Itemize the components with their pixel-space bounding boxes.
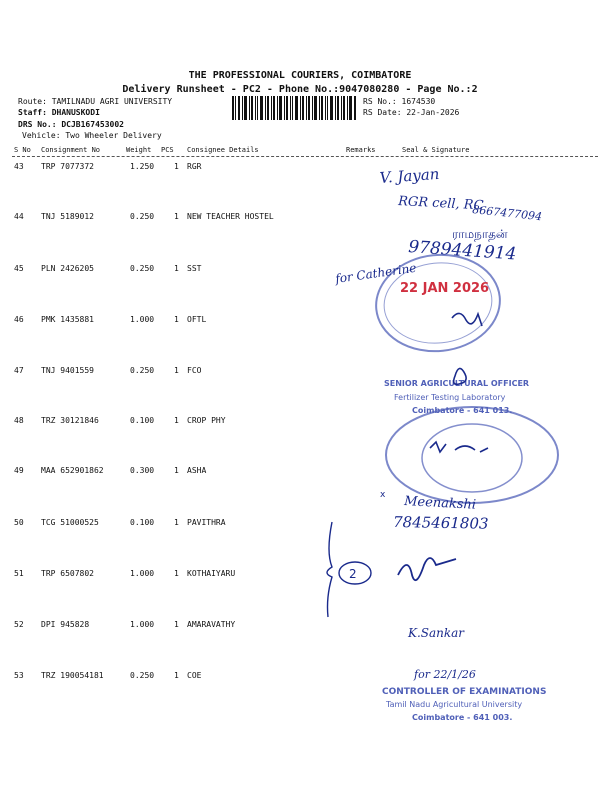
row-weight: 1.000 bbox=[130, 569, 155, 578]
officer-stamp-line: SENIOR AGRICULTURAL OFFICER bbox=[384, 379, 530, 388]
row-sno: 51 bbox=[14, 569, 24, 578]
col-weight: Weight bbox=[126, 146, 152, 154]
handwritten-phone: 9789441914 bbox=[407, 237, 517, 265]
row-pcs: 1 bbox=[174, 162, 179, 171]
row-weight: 0.250 bbox=[130, 366, 155, 375]
controller-stamp-line: CONTROLLER OF EXAMINATIONS bbox=[382, 687, 547, 697]
row-consignment: TRP 7077372 bbox=[41, 162, 94, 171]
row-weight: 1.000 bbox=[130, 620, 155, 629]
row-consignment: TRZ 190054181 bbox=[41, 671, 104, 680]
row-consignee: PAVITHRA bbox=[187, 518, 226, 527]
row-pcs: 1 bbox=[174, 366, 179, 375]
handwritten-phone: 7845461803 bbox=[392, 513, 489, 533]
handwritten-name: K.Sankar bbox=[408, 626, 465, 640]
row-sno: 49 bbox=[14, 466, 24, 475]
row-pcs: 1 bbox=[174, 518, 179, 527]
row-consignee: RGR bbox=[187, 162, 202, 171]
rs-number: RS No.: 1674530 bbox=[363, 97, 436, 106]
row-consignee: SST bbox=[187, 264, 202, 273]
col-seal-signature: Seal & Signature bbox=[402, 146, 470, 154]
handwritten-for: for 22/1/26 bbox=[414, 668, 476, 681]
row-sno: 47 bbox=[14, 366, 24, 375]
row-consignee: OFTL bbox=[187, 315, 207, 324]
col-consignment: Consignment No bbox=[41, 146, 101, 154]
col-sno: S No bbox=[14, 146, 31, 154]
row-weight: 0.250 bbox=[130, 264, 155, 273]
university-stamp-line: Tamil Nadu Agricultural University bbox=[386, 700, 523, 709]
row-consignment: TRZ 30121846 bbox=[41, 416, 99, 425]
vehicle-label: Vehicle: Two Wheeler Delivery bbox=[22, 131, 162, 140]
signature-scribble bbox=[430, 442, 488, 452]
row-weight: 1.250 bbox=[130, 162, 155, 171]
rs-date: RS Date: 22-Jan-2026 bbox=[363, 108, 460, 117]
row-sno: 46 bbox=[14, 315, 24, 324]
circled-number: 2 bbox=[349, 567, 357, 581]
handwritten-name: V. Jayan bbox=[379, 164, 440, 187]
row-consignee: FCO bbox=[187, 366, 202, 375]
row-pcs: 1 bbox=[174, 315, 179, 324]
signature-scribble bbox=[452, 313, 482, 326]
university-address-stamp-line: Coimbatore - 641 003. bbox=[412, 713, 513, 722]
row-sno: 52 bbox=[14, 620, 24, 629]
row-consignment: MAA 652901862 bbox=[41, 466, 104, 475]
row-pcs: 1 bbox=[174, 569, 179, 578]
svg-text:x: x bbox=[380, 490, 386, 500]
row-pcs: 1 bbox=[174, 212, 179, 221]
handwritten-note: RGR cell, RC bbox=[397, 194, 484, 214]
row-weight: 0.300 bbox=[130, 466, 155, 475]
row-consignee: COE bbox=[187, 671, 202, 680]
row-pcs: 1 bbox=[174, 466, 179, 475]
row-sno: 45 bbox=[14, 264, 24, 273]
row-consignee: AMARAVATHY bbox=[187, 620, 236, 629]
row-sno: 44 bbox=[14, 212, 24, 221]
row-pcs: 1 bbox=[174, 671, 179, 680]
row-weight: 1.000 bbox=[130, 315, 155, 324]
company-title: THE PROFESSIONAL COURIERS, COIMBATORE bbox=[188, 70, 412, 81]
row-consignment: TRP 6507802 bbox=[41, 569, 94, 578]
row-consignment: PLN 2426205 bbox=[41, 264, 94, 273]
office-seal-stamp bbox=[386, 407, 558, 503]
row-consignment: TNJ 9401559 bbox=[41, 366, 94, 375]
handwritten-name: Meenakshi bbox=[403, 494, 477, 513]
signature-scribble bbox=[398, 558, 456, 580]
handwritten-for: for Catherine bbox=[334, 260, 418, 286]
col-consignee-details: Consignee Details bbox=[187, 146, 259, 154]
row-consignee: CROP PHY bbox=[187, 416, 226, 425]
row-weight: 0.100 bbox=[130, 416, 155, 425]
row-weight: 0.250 bbox=[130, 212, 155, 221]
staff-label: Staff: DHANUSKODI bbox=[18, 108, 100, 117]
col-pcs: PCS bbox=[161, 146, 174, 154]
row-sno: 53 bbox=[14, 671, 24, 680]
row-weight: 0.100 bbox=[130, 518, 155, 527]
row-sno: 50 bbox=[14, 518, 24, 527]
row-consignee: NEW TEACHER HOSTEL bbox=[187, 212, 274, 221]
lab-stamp-line: Fertilizer Testing Laboratory bbox=[394, 393, 506, 402]
row-sno: 43 bbox=[14, 162, 24, 171]
row-consignee: KOTHAIYARU bbox=[187, 569, 236, 578]
row-consignment: TCG 51000525 bbox=[41, 518, 99, 527]
row-pcs: 1 bbox=[174, 416, 179, 425]
route-label: Route: TAMILNADU AGRI UNIVERSITY bbox=[18, 97, 173, 106]
row-consignment: TNJ 5189012 bbox=[41, 212, 94, 221]
row-weight: 0.250 bbox=[130, 671, 155, 680]
date-stamp: 22 JAN 2026 bbox=[400, 281, 490, 296]
row-sno: 48 bbox=[14, 416, 24, 425]
row-pcs: 1 bbox=[174, 620, 179, 629]
row-consignment: DPI 945828 bbox=[41, 620, 90, 629]
row-pcs: 1 bbox=[174, 264, 179, 273]
drs-number: DRS No.: DCJB167453002 bbox=[18, 120, 124, 129]
row-consignment: PMK 1435881 bbox=[41, 315, 94, 324]
bracket-mark bbox=[327, 522, 332, 617]
handwritten-tamil-name: ராமநாதன் bbox=[452, 227, 508, 241]
lab-address-stamp-line: Coimbatore - 641 013. bbox=[412, 406, 513, 415]
row-consignee: ASHA bbox=[187, 466, 207, 475]
handwritten-phone: 8667477094 bbox=[471, 203, 543, 224]
col-remarks: Remarks bbox=[346, 146, 376, 154]
runsheet-subtitle: Delivery Runsheet - PC2 - Phone No.:9047080280 - Page No.:2 bbox=[122, 84, 478, 95]
